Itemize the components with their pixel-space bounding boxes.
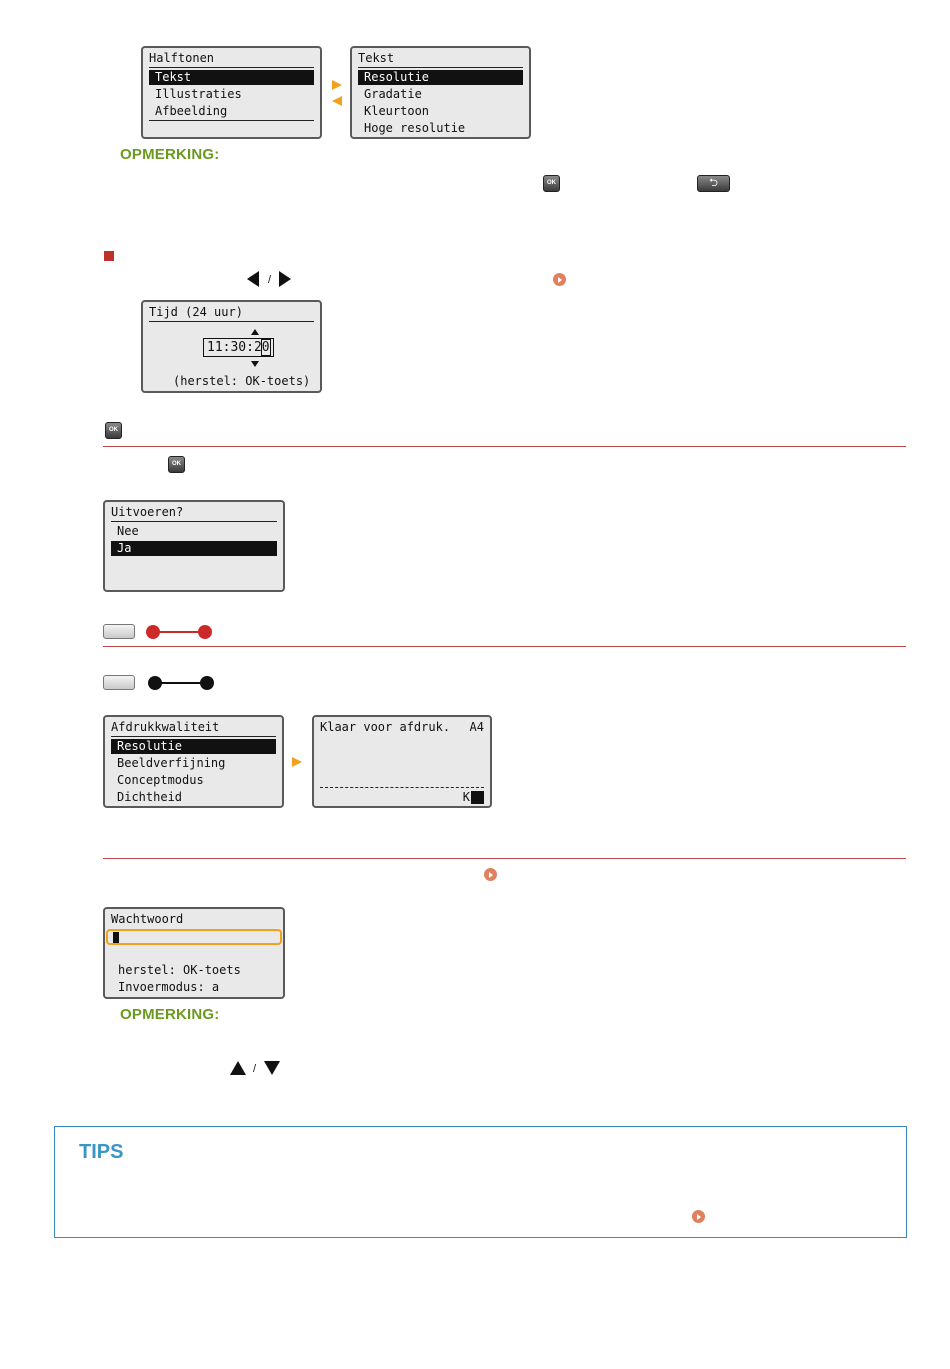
lcd-halftones [141,46,322,139]
section-divider [103,858,906,859]
section-marker-icon [104,251,114,261]
tips-title: TIPS [79,1141,124,1163]
setting-icon [147,674,217,692]
lcd-item[interactable]: Illustraties [155,87,242,101]
forward-arrow-icon [292,757,302,767]
toner-label: K [462,790,470,804]
forward-arrow-icon [332,80,342,90]
lcd-divider [149,120,314,121]
lcd-time [141,300,322,393]
back-arrow-icon [332,96,342,106]
time-cursor: 0 [261,340,270,355]
left-right-keys-icon [245,271,295,287]
lcd-divider [358,67,523,68]
time-input[interactable] [203,338,274,357]
link-arrow-icon[interactable] [484,868,497,881]
down-arrow-icon [251,361,259,367]
lcd-divider [320,787,484,788]
lcd-ready [312,715,492,808]
lcd-item[interactable]: Resolutie [358,70,523,85]
lcd-title: Tijd (24 uur) [149,305,243,319]
lcd-title: Wachtwoord [111,912,184,926]
toner-level-icon [471,791,484,804]
back-key-icon: ⮌ [697,175,730,192]
up-arrow-icon [251,329,259,335]
lcd-item[interactable]: Dichtheid [117,790,183,804]
link-arrow-icon[interactable] [553,273,566,286]
lcd-reset-hint: herstel: OK-toets [118,963,241,977]
svg-text:/: / [268,274,272,286]
password-input[interactable] [106,929,282,945]
note-heading: OPMERKING: [120,146,220,163]
lcd-divider [111,736,276,737]
lcd-title: Afdrukkwaliteit [111,720,220,734]
section-divider [103,646,906,647]
lcd-divider [149,321,314,322]
ok-key-icon: OK [105,422,122,439]
lcd-execute [103,500,285,592]
paper-size-label: A4 [469,720,484,734]
tips-box [54,1126,907,1238]
text-cursor [113,932,119,943]
lcd-item[interactable]: Resolutie [111,739,276,754]
lcd-divider [111,521,277,522]
lcd-item[interactable]: Ja [111,541,277,556]
lcd-print-quality [103,715,284,808]
lcd-title: Klaar voor afdruk. [320,720,451,734]
up-down-keys-icon [230,1060,284,1076]
lcd-item[interactable]: Beeldverfijning [117,756,226,770]
lcd-item[interactable]: Afbeelding [155,104,228,118]
lcd-item[interactable]: Hoge resolutie [364,121,466,135]
lcd-title: Halftonen [149,51,215,65]
section-divider [103,446,906,447]
ok-key-icon: OK [168,456,185,473]
setting-on-icon [145,623,215,641]
lcd-input-mode: Invoermodus: a [118,980,220,994]
key-icon [103,624,135,639]
lcd-footer: (herstel: OK-toets) [173,374,311,388]
key-icon [103,675,135,690]
lcd-item[interactable]: Gradatie [364,87,422,101]
lcd-title: Tekst [358,51,395,65]
lcd-text [350,46,531,139]
lcd-item[interactable]: Conceptmodus [117,773,204,787]
svg-text:/: / [253,1063,257,1075]
lcd-password [103,907,285,999]
lcd-divider [149,67,314,68]
note-heading: OPMERKING: [120,1006,220,1023]
lcd-item[interactable]: Kleurtoon [364,104,430,118]
lcd-item[interactable]: Tekst [149,70,314,85]
link-arrow-icon[interactable] [692,1210,705,1223]
ok-key-icon: OK [543,175,560,192]
lcd-item[interactable]: Nee [117,524,139,538]
time-value: 11:30:2 [207,340,262,355]
lcd-title: Uitvoeren? [111,505,184,519]
